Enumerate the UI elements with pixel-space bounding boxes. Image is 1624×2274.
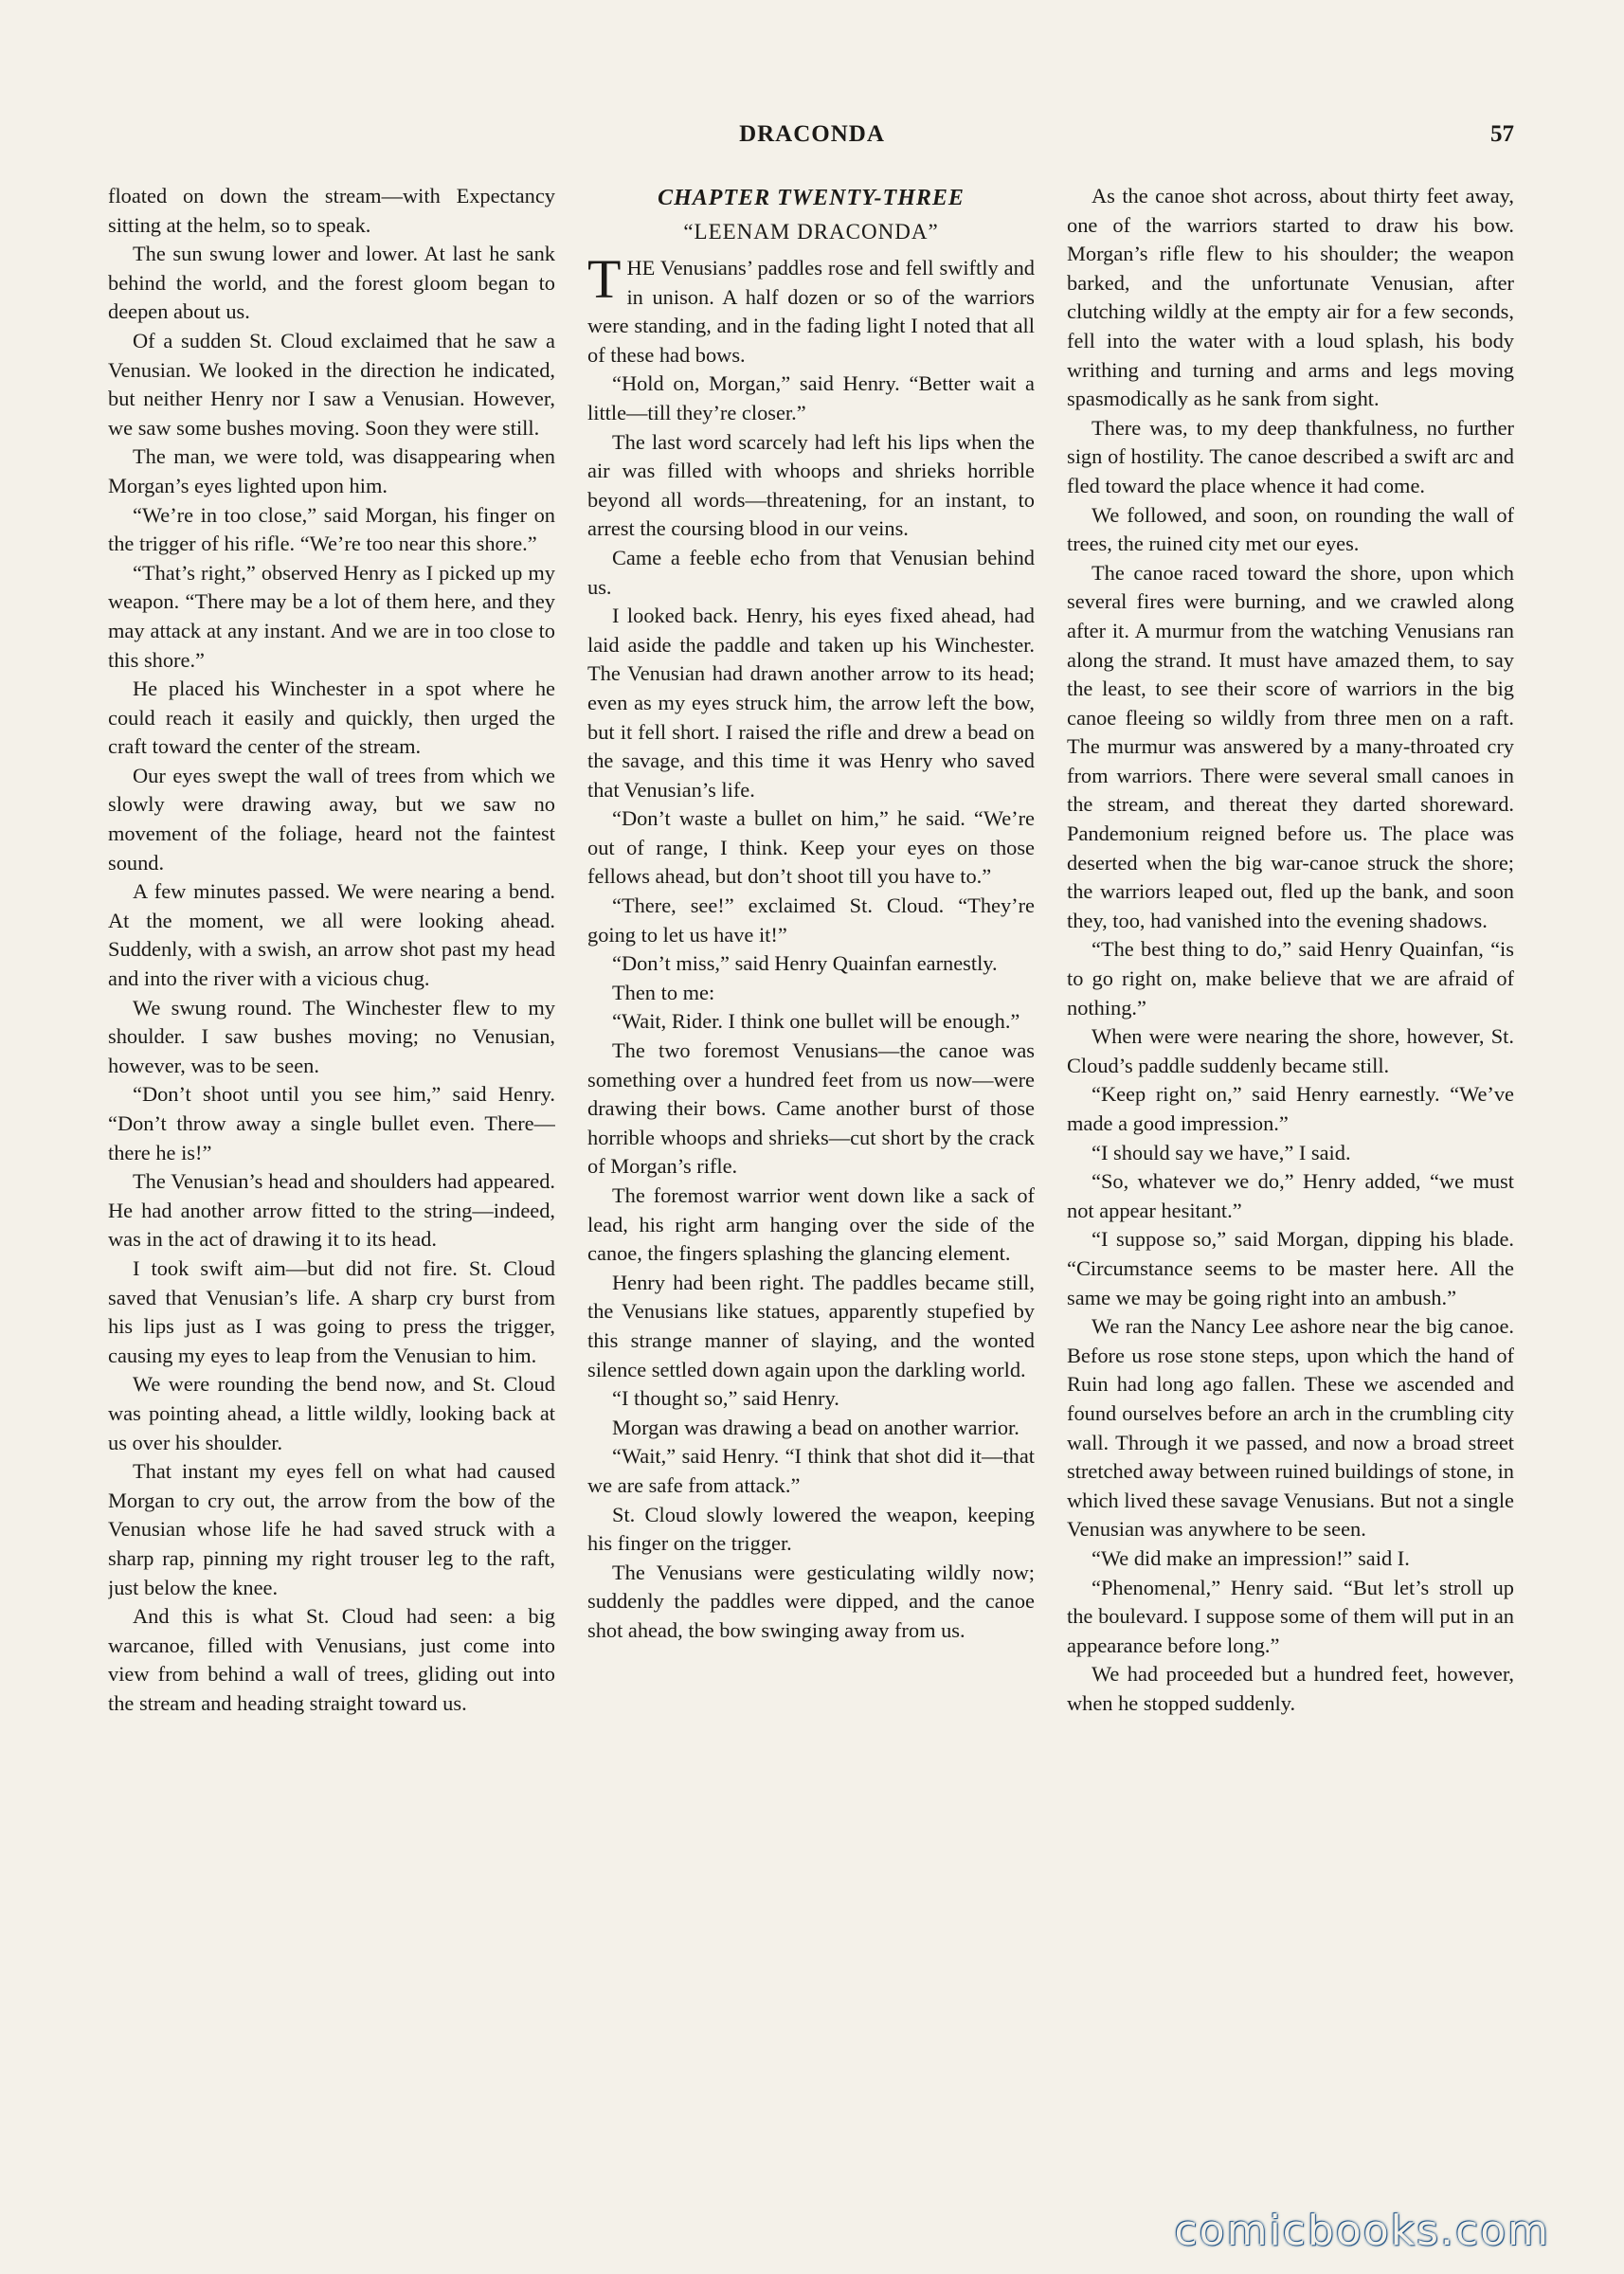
paragraph: “There, see!” exclaimed St. Cloud. “They’re going to let us have it!” — [587, 893, 1035, 947]
paragraph: We ran the Nancy Lee ashore near the big canoe. Before us rose stone steps, upon which the hand of Ruin had long ago fallen. These we ascended and found ourselves before an arch in the crumbling city wall. Through it we passed, and now a broad street stretched away between ruined buildings of stone, in which lived these savage Venusians. But not a single Venusian was anywhere to be seen. — [1067, 1314, 1514, 1542]
paragraph: “The best thing to do,” said Henry Quainfan, “is to go right on, make believe that we are afraid of nothing.” — [1067, 937, 1514, 1020]
paragraph: The last word scarcely had left his lips when the air was filled with whoops and shrieks horrible beyond all words—threatening, for an instant, to arrest the coursing blood in our veins. — [587, 429, 1035, 541]
paragraph: We had proceeded but a hundred feet, however, when he stopped suddenly. — [1067, 1662, 1514, 1715]
column-left — [108, 182, 555, 2134]
column-middle — [587, 182, 1035, 2134]
paragraph: “Hold on, Morgan,” said Henry. “Better wait a little—till they’re closer.” — [587, 371, 1035, 424]
paragraph: floated on down the stream—with Expectancy sitting at the helm, so to speak. — [108, 184, 555, 237]
paragraph: Of a sudden St. Cloud exclaimed that he saw a Venusian. We looked in the direction he indicated, but neither Henry nor I saw a Venusian. However, we saw some bushes moving. Soon they were still. — [108, 328, 555, 440]
column-right — [1067, 182, 1514, 2134]
paragraph: And this is what St. Cloud had seen: a big warcanoe, filled with Venusians, just come into view from behind a wall of trees, gliding out into the stream and heading straight toward us. — [108, 1604, 555, 1715]
paragraph: The Venusian’s head and shoulders had appeared. He had another arrow fitted to the string—indeed, was in the act of drawing it to its head. — [108, 1169, 555, 1252]
paragraph: “Don’t shoot until you see him,” said Henry. “Don’t throw away a single bullet even. There—there he is!” — [108, 1082, 555, 1164]
paragraph: “We’re in too close,” said Morgan, his finger on the trigger of his rifle. “We’re too near this shore.” — [108, 502, 555, 556]
paragraph: “I thought so,” said Henry. — [612, 1386, 839, 1411]
paragraph: “We did make an impression!” said I. — [1092, 1545, 1410, 1570]
text-columns — [108, 182, 1514, 2134]
paragraph: Came a feeble echo from that Venusian behind us. — [587, 545, 1035, 599]
drop-cap: T — [587, 248, 622, 310]
running-header — [0, 121, 1624, 159]
paragraph: The foremost warrior went down like a sack of lead, his right arm hanging over the side of the canoe, the fingers splashing the glancing element. — [587, 1183, 1035, 1266]
paragraph: “I suppose so,” said Morgan, dipping his blade. “Circumstance seems to be master here. All the same we may be going right into an ambush.” — [1067, 1227, 1514, 1309]
paragraph: The man, we were told, was disappearing when Morgan’s eyes lighted upon him. — [108, 444, 555, 497]
paragraph: A few minutes passed. We were nearing a bend. At the moment, we all were looking ahead. Suddenly, with a swish, an arrow shot past my head and into the river with a vicious chug. — [108, 879, 555, 991]
paragraph: St. Cloud slowly lowered the weapon, keeping his finger on the trigger. — [587, 1502, 1035, 1556]
paragraph: He placed his Winchester in a spot where he could reach it easily and quickly, then urged the craft toward the center of the stream. — [108, 677, 555, 759]
paragraph: “Don’t miss,” said Henry Quainfan earnestly. — [612, 951, 998, 976]
paragraph: The two foremost Venusians—the canoe was something over a hundred feet from us now—were drawing their bows. Came another burst of those horrible whoops and shrieks—cut short by the crack of Morgan’s rifle. — [587, 1038, 1035, 1179]
paragraph: There was, to my deep thankfulness, no further sign of hostility. The canoe described a swift arc and fled toward the place whence it had come. — [1067, 415, 1514, 497]
paragraph: Then to me: — [612, 980, 715, 1004]
page-number: 57 — [1490, 121, 1514, 147]
paragraph: The Venusians were gesticulating wildly now; suddenly the paddles were dipped, and the canoe shot ahead, the bow swinging away from us. — [587, 1560, 1035, 1642]
paragraph: When were were nearing the shore, however, St. Cloud’s paddle suddenly became still. — [1067, 1024, 1514, 1077]
chapter-title: “LEENAM DRACONDA” — [683, 220, 939, 244]
paragraph: “That’s right,” observed Henry as I picked up my weapon. “There may be a lot of them here, and they may attack at any instant. And we are in too close to this shore.” — [108, 560, 555, 672]
paragraph: We followed, and soon, on rounding the wall of trees, the ruined city met our eyes. — [1067, 502, 1514, 556]
paragraph: “Keep right on,” said Henry earnestly. “We’ve made a good impression.” — [1067, 1082, 1514, 1135]
paragraph: As the canoe shot across, about thirty feet away, one of the warriors started to draw his bow. Morgan’s rifle flew to his shoulder; the weapon barked, and the unfortunate Venusian, after clutching wildly at the empty air for a few seconds, fell into the water with a loud splash, his body writhing and turning and arms and legs moving spasmodically as he sank from sight. — [1067, 184, 1514, 411]
paragraph: That instant my eyes fell on what had caused Morgan to cry out, the arrow from the bow of the Venusian whose life he had saved struck with a sharp rap, pinning my right trouser leg to the raft, just below the knee. — [108, 1459, 555, 1599]
paragraph: Henry had been right. The paddles became still, the Venusians like statues, apparently stupefied by this strange manner of slaying, and the wonted silence settled down again upon the darkling world. — [587, 1270, 1035, 1381]
paragraph: We swung round. The Winchester flew to my shoulder. I saw bushes moving; no Venusian, however, was to be seen. — [108, 995, 555, 1077]
paragraph: “Phenomenal,” Henry said. “But let’s stroll up the boulevard. I suppose some of them will put in an appearance before long.” — [1067, 1575, 1514, 1657]
chapter-opening-paragraph — [587, 248, 1035, 370]
paragraph: Our eyes swept the wall of trees from which we slowly were drawing away, but we saw no movement of the foliage, heard not the faintest sound. — [108, 763, 555, 875]
paragraph: I took swift aim—but did not fire. St. Cloud saved that Venusian’s life. A sharp cry burst from his lips just as I was going to press the trigger, causing my eyes to leap from the Venusian to him. — [108, 1255, 555, 1367]
paragraph: “So, whatever we do,” Henry added, “we must not appear hesitant.” — [1067, 1169, 1514, 1222]
opening-text: HE Venusians’ paddles rose and fell swiftly and in unison. A half dozen or so of the warriors were standing, and in the fading light I noted that all of these had bows. — [587, 256, 1035, 367]
chapter-number: CHAPTER TWENTY-THREE — [658, 186, 965, 210]
paragraph: We were rounding the bend now, and St. Cloud was pointing ahead, a little wildly, looking back at us over his shoulder. — [108, 1372, 555, 1454]
paragraph: The canoe raced toward the shore, upon which several fires were burning, and we crawled along after it. A murmur from the watching Venusians ran along the strand. It must have amazed them, to say the least, to see their score of warriors in the big canoe fleeing so wildly from three men on a raft. The murmur was answered by a many-throated cry from warriors. There were several small canoes in the stream, and thereat they darted shoreward. Pandemonium reigned before us. The place was deserted when the big war-canoe struck the shore; the warriors leaped out, fled up the bank, and soon they, too, had vanished into the evening shadows. — [1067, 560, 1514, 932]
running-title: DRACONDA — [739, 121, 885, 147]
paragraph: Morgan was drawing a bead on another warrior. — [612, 1415, 1020, 1439]
site-watermark: comicbooks.com — [1174, 2207, 1550, 2255]
paragraph: “I should say we have,” I said. — [1092, 1140, 1351, 1164]
paragraph: “Wait, Rider. I think one bullet will be enough.” — [612, 1009, 1020, 1034]
paragraph: The sun swung lower and lower. At last he sank behind the world, and the forest gloom began to deepen about us. — [108, 242, 555, 324]
paragraph: “Wait,” said Henry. “I think that shot did it—that we are safe from attack.” — [587, 1444, 1035, 1497]
paragraph: “Don’t waste a bullet on him,” he said. “We’re out of range, I think. Keep your eyes on those fellows ahead, but don’t shoot till you have to.” — [587, 806, 1035, 889]
paragraph: I looked back. Henry, his eyes fixed ahead, had laid aside the paddle and taken up his Winchester. The Venusian had drawn another arrow to its head; even as my eyes struck him, the arrow left the bow, but it fell short. I raised the rifle and drew a bead on the savage, and this time it was Henry who saved that Venusian’s life. — [587, 604, 1035, 802]
